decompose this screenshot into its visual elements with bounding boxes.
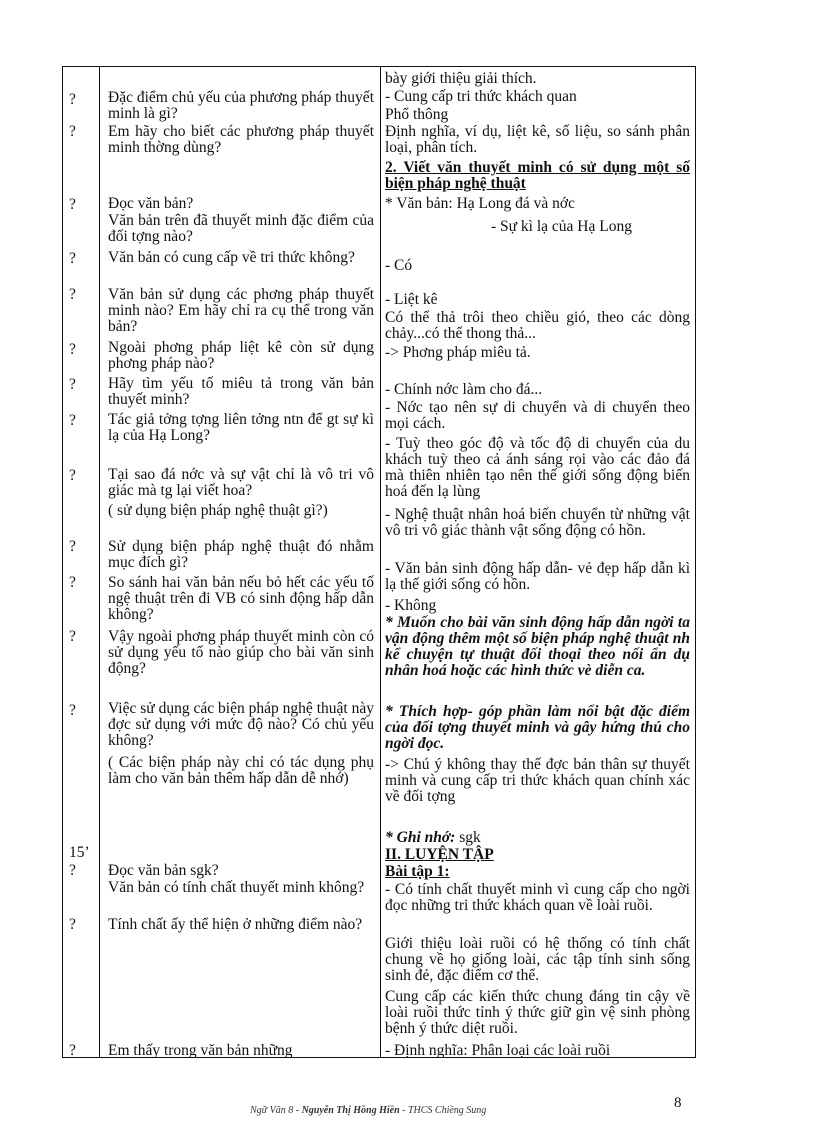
question-text: Văn bản có tính chất thuyết minh không? — [108, 879, 365, 896]
answer-column — [381, 67, 696, 1057]
question-mark: ? — [69, 341, 76, 358]
answer-text: bày giới thiệu giải thích. — [385, 70, 537, 87]
question-text: Đọc văn bản sgk? — [108, 862, 219, 879]
answer-text: * Thích hợp- góp phần làm nổi bật đặc điểm của đối tợng thuyết minh và gây hứng thú cho ngời đọc. — [385, 703, 690, 752]
question-text: Văn bản trên đã thuyết minh đặc điểm của đối tợng nào? — [108, 212, 374, 245]
answer-text: - Có — [385, 257, 413, 274]
question-mark: ? — [69, 91, 76, 108]
answer-text: -> Chú ý không thay thế đợc bản thân sự thuyết minh và cung cấp tri thức khách quan chính xác về đối tợng — [385, 756, 690, 805]
question-column — [100, 67, 380, 1057]
answer-text: * Muốn cho bài văn sinh động hấp dẫn ngời ta vận động thêm một số biện pháp nghệ thuật nh kể chuyện tự thuật đối thoại theo nối ẩn dụ nhân hoá hoặc các hình thức vè diễn ca. — [385, 614, 690, 679]
answer-text: - Nớc tạo nên sự di chuyển và di chuyển theo mọi cách. — [385, 399, 690, 432]
question-mark: 15’ — [69, 844, 90, 861]
question-mark: ? — [69, 1042, 76, 1057]
question-text: So sánh hai văn bản nếu bỏ hết các yếu tố ngệ thuật trên đi VB có sinh động hấp dẫn không? — [108, 574, 374, 623]
answer-text: - Sự kì lạ của Hạ Long — [491, 218, 632, 235]
answer-text: - Có tính chất thuyết minh vì cung cấp cho ngời đọc những tri thức khách quan về loài ruồi. — [385, 881, 690, 914]
question-mark: ? — [69, 250, 76, 267]
footer-prefix: Ngữ Văn 8 - — [250, 1105, 302, 1116]
question-text: Em thấy trong văn bản những — [108, 1042, 293, 1057]
question-text: ( Các biện pháp này chỉ có tác dụng phụ làm cho văn bản thêm hấp dẫn dễ nhớ) — [108, 754, 374, 787]
time-mark-column — [63, 67, 99, 1057]
answer-text: 2. Viết văn thuyết minh có sử dụng một số biện pháp nghệ thuật — [385, 159, 690, 192]
answer-text: - Liệt kê — [385, 291, 438, 308]
question-text: Việc sử dụng các biện pháp nghệ thuật này đợc sử dụng với mức độ nào? Có chủ yếu không? — [108, 700, 374, 749]
question-mark: ? — [69, 916, 76, 933]
question-mark: ? — [69, 862, 76, 879]
question-mark: ? — [69, 628, 76, 645]
question-text: Đọc văn bản? — [108, 195, 194, 212]
question-text: Văn bản có cung cấp về tri thức không? — [108, 249, 355, 266]
question-text: Tác giả tởng tợng liên tởng ntn để gt sự kì lạ của Hạ Long? — [108, 411, 374, 444]
answer-text: * Văn bản: Hạ Long đá và nớc — [385, 195, 575, 212]
question-text: ( sử dụng biện pháp nghệ thuật gì?) — [108, 502, 328, 519]
answer-text: - Cung cấp tri thức khách quan — [385, 88, 577, 105]
answer-text: - Nghệ thuật nhân hoá biến chuyển từ những vật vô tri vô giác thành vật sống động có hồn. — [385, 506, 690, 539]
lesson-table — [62, 66, 696, 1058]
answer-text: Giới thiệu loài ruồi có hệ thống có tính chất chung về họ giống loài, các tập tính sinh sống sinh đẻ, đặc điểm cơ thể. — [385, 935, 690, 984]
answer-text: II. LUYỆN TẬP — [385, 846, 494, 863]
question-mark: ? — [69, 702, 76, 719]
page-footer — [250, 1105, 486, 1116]
answer-text: - Chính nớc làm cho đá... — [385, 381, 543, 398]
answer-text: Có thể thả trôi theo chiều gió, theo các dòng chảy...có thể thong thả... — [385, 309, 690, 342]
answer-text: Phổ thông — [385, 106, 449, 123]
answer-text: -> Phơng pháp miêu tả. — [385, 344, 531, 361]
answer-text: - Không — [385, 597, 437, 614]
answer-text: Định nghĩa, ví dụ, liệt kê, số liệu, so sánh phân loại, phân tích. — [385, 123, 690, 156]
question-text: Vậy ngoài phơng pháp thuyết minh còn có sử dụng yếu tố nào giúp cho bài văn sinh động? — [108, 628, 374, 677]
answer-text: - Định nghĩa: Phân loại các loài ruồi — [385, 1042, 611, 1057]
question-mark: ? — [69, 467, 76, 484]
page-number: 8 — [674, 1095, 682, 1111]
question-mark: ? — [69, 376, 76, 393]
question-mark: ? — [69, 412, 76, 429]
question-text: Tính chất ấy thể hiện ở những điểm nào? — [108, 916, 363, 933]
question-text: Văn bản sử dụng các phơng pháp thuyết minh nào? Em hãy chỉ ra cụ thể trong văn bản? — [108, 286, 374, 335]
question-text: Tại sao đá nớc và sự vật chỉ là vô tri vô giác mà tg lại viết hoa? — [108, 466, 374, 499]
answer-text: - Văn bản sinh động hấp dẫn- vẻ đẹp hấp dẫn kì lạ thế giới sống có hồn. — [385, 560, 690, 593]
question-text: Hãy tìm yếu tố miêu tả trong văn bản thuyết minh? — [108, 375, 374, 408]
answer-text: - Tuỳ theo góc độ và tốc độ di chuyển của du khách tuỳ theo cả ánh sáng rọi vào các đảo đá mà thiên nhiên tạo nên thế giới sống động biến hoá đến lạ lùng — [385, 435, 690, 500]
footer-author: Nguyễn Thị Hồng Hiền — [301, 1105, 400, 1116]
question-text: Đặc điểm chủ yếu của phương pháp thuyết minh là gì? — [108, 89, 374, 122]
answer-text: Bài tập 1: — [385, 863, 450, 880]
footer-suffix: - THCS Chiềng Sung — [399, 1105, 487, 1116]
question-text: Sử dụng biện pháp nghệ thuật đó nhằm mục đích gì? — [108, 538, 374, 571]
question-text: Ngoài phơng pháp liệt kê còn sử dụng phơng pháp nào? — [108, 339, 374, 372]
answer-text: Cung cấp các kiến thức chung đáng tin cậy về loài ruồi thức tỉnh ý thức giữ gìn vệ sinh phòng bệnh ý thức diệt ruồi. — [385, 988, 690, 1037]
question-mark: ? — [69, 538, 76, 555]
answer-text: * Ghi nhớ: sgk — [385, 829, 481, 846]
question-mark: ? — [69, 574, 76, 591]
question-mark: ? — [69, 196, 76, 213]
question-mark: ? — [69, 286, 76, 303]
question-text: Em hãy cho biết các phương pháp thuyết minh thờng dùng? — [108, 123, 374, 156]
question-mark: ? — [69, 123, 76, 140]
